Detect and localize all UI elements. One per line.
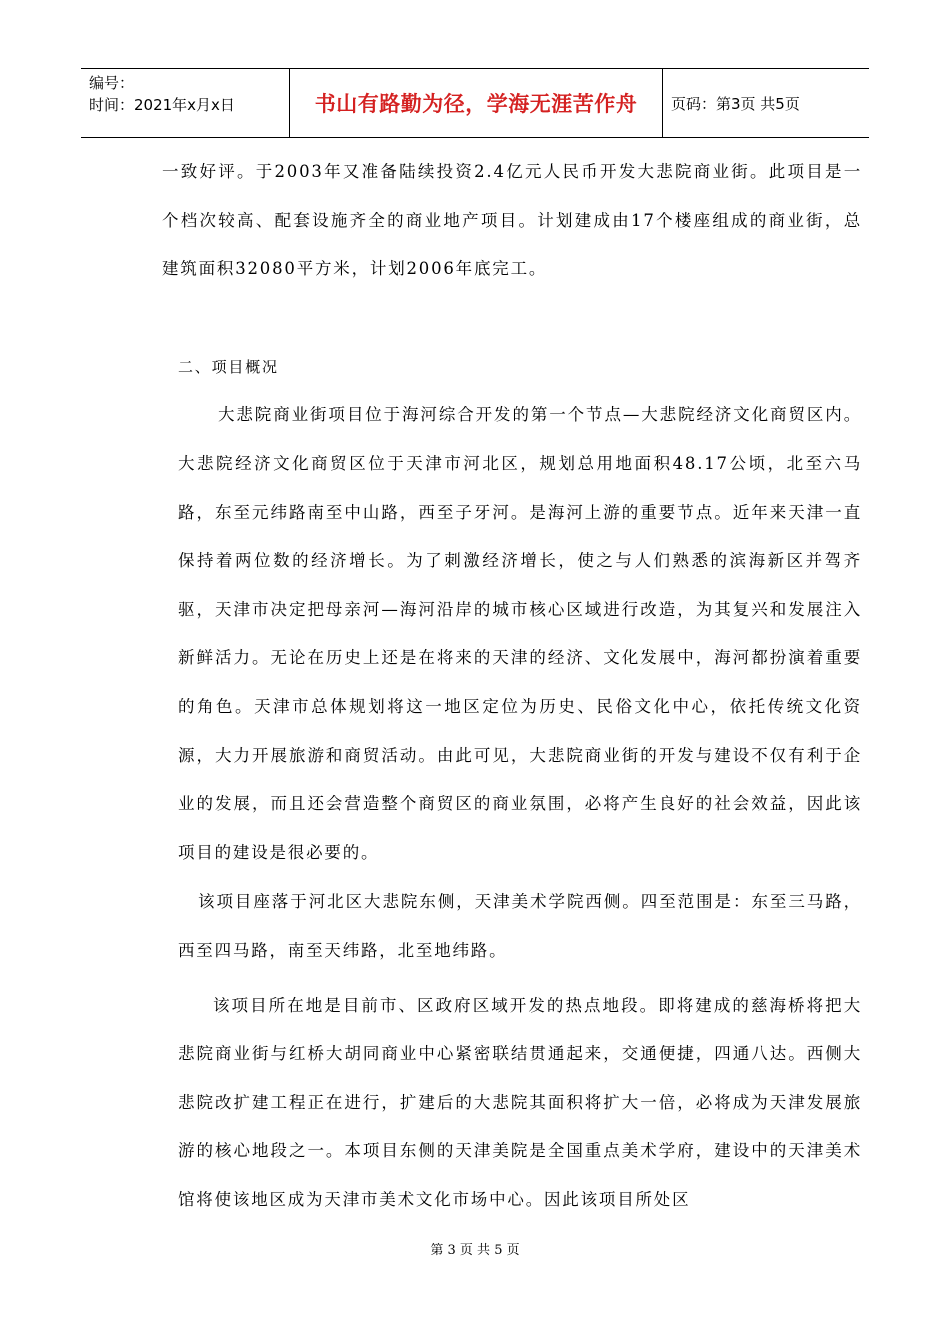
body-paragraph-1: 一致好评。于2003年又准备陆续投资2.4亿元人民币开发大悲院商业街。此项目是一个档次较高、配套设施齐全的商业地产项目。计划建成由17个楼座组成的商业街，总建筑面积32080平方米，计划2006年底完工。 (162, 162, 862, 279)
page-header (81, 68, 869, 138)
page-footer: 第 3 页 共 5 页 (430, 1243, 520, 1258)
document-number-label: 编号： (89, 74, 135, 92)
document-date: 时间：2021年x月x日 (89, 96, 235, 114)
header-page-info: 页码：第3页 共5页 (671, 94, 800, 113)
body-paragraph-2: 大悲院商业街项目位于海河综合开发的第一个节点—大悲院经济文化商贸区内。大悲院经济文化商贸区位于天津市河北区，规划总用地面积48.17公顷，北至六马路，东至元纬路南至中山路，西至子牙河。是海河上游的重要节点。近年来天津一直保持着两位数的经济增长。为了刺激经济增长，使之与人们熟悉的滨海新区并驾齐驱，天津市决定把母亲河—海河沿岸的城市核心区域进行改造，为其复兴和发展注入新鲜活力。无论在历史上还是在将来的天津的经济、文化发展中，海河都扮演着重要的角色。天津市总体规划将这一地区定位为历史、民俗文化中心，依托传统文化资源，大力开展旅游和商贸活动。由此可见，大悲院商业街的开发与建设不仅有利于企业的发展，而且还会营造整个商贸区的商业氛围，必将产生良好的社会效益，因此该项目的建设是很必要的。 (178, 405, 862, 862)
document-body (162, 148, 862, 1224)
header-meta (81, 69, 290, 137)
paragraph-spacer (178, 294, 862, 343)
body-paragraph-3: 该项目座落于河北区大悲院东侧，天津美术学院西侧。四至范围是：东至三马路，西至四马路，南至天纬路，北至地纬路。 (178, 892, 862, 960)
header-motto: 书山有路勤为径，学海无涯苦作舟 (290, 69, 663, 137)
body-paragraph-4: 该项目所在地是目前市、区政府区域开发的热点地段。即将建成的慈海桥将把大悲院商业街与红桥大胡同商业中心紧密联结贯通起来，交通便捷，四通八达。西侧大悲院改扩建工程正在进行，扩建后的大悲院其面积将扩大一倍，必将成为天津发展旅游的核心地段之一。本项目东侧的天津美院是全国重点美术学府，建设中的天津美术馆将使该地区成为天津市美术文化市场中心。因此该项目所处区 (178, 995, 862, 1209)
section-heading: 二、项目概况 (178, 357, 279, 376)
